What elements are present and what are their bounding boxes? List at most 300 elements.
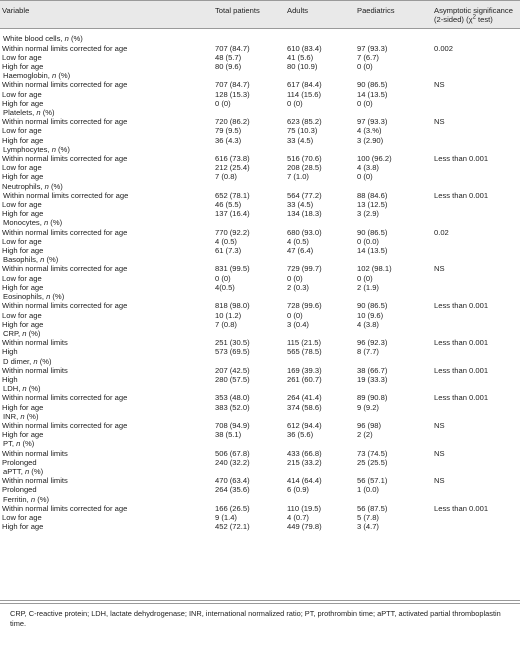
adults-cell: 134 (18.3) [287,209,322,219]
total-cell [213,292,285,301]
variable-cell: Low for age [2,236,42,246]
total-cell: 708 (94.9) [215,420,250,430]
table-row [0,126,520,135]
significance-cell [432,218,520,227]
significance-cell [432,513,520,522]
variable-cell: Within normal limits corrected for age [3,190,129,200]
variable-cell: Within normal limits corrected for age [2,264,128,274]
significance-cell [432,90,520,99]
variable-cell: D dimer, n (%) [3,356,52,366]
significance-cell [432,522,520,531]
table-row [0,320,520,329]
paediatrics-cell: 90 (86.5) [357,227,388,237]
table-row [0,228,520,237]
adults-cell [285,218,355,227]
adults-cell [285,467,355,476]
total-cell: 4 (0.5) [215,236,237,246]
paediatrics-cell: 0 (0) [357,172,373,182]
adults-cell [285,108,355,117]
paediatrics-cell [355,108,432,117]
total-cell: 818 (98.0) [215,301,250,311]
table-row [0,117,520,126]
total-cell [213,145,285,154]
header-variable: Variable [0,1,213,29]
significance-cell [432,458,520,467]
variable-cell: Within normal limits [2,365,68,375]
paediatrics-cell: 89 (90.8) [357,393,388,403]
adults-cell: 33 (4.5) [287,200,314,210]
total-cell: 4(0.5) [215,282,235,292]
paediatrics-cell [355,357,432,366]
table-row [0,421,520,430]
paediatrics-cell [355,71,432,80]
section-row [0,145,520,154]
significance-cell [432,163,520,172]
table-row [0,209,520,218]
total-cell: 9 (1.4) [215,512,237,522]
significance-cell [432,403,520,412]
table-row [0,504,520,513]
adults-cell: 80 (10.9) [287,62,318,72]
significance-cell [432,292,520,301]
table-row [0,182,520,191]
significance-cell [432,320,520,329]
significance-cell [432,384,520,393]
adults-cell: 0 (0) [287,273,303,283]
table-row [0,90,520,99]
significance-cell [432,145,520,154]
total-cell: 251 (30.5) [215,338,250,348]
paediatrics-cell: 88 (84.6) [357,190,388,200]
adults-cell: 680 (93.0) [287,227,322,237]
significance-cell [432,329,520,338]
total-cell [213,439,285,448]
total-cell: 212 (25.4) [215,163,250,173]
variable-cell: Low for age [2,126,42,136]
table-row [0,274,520,283]
table-row [0,172,520,181]
significance-cell [432,136,520,145]
variable-cell: High [2,374,18,384]
significance-cell [432,255,520,264]
variable-cell: High for age [2,319,44,329]
paediatrics-cell: 7 (6.7) [357,52,379,62]
paediatrics-cell: 8 (7.7) [357,347,379,357]
header-paediatrics: Paediatrics [355,1,432,29]
significance-cell [432,62,520,71]
adults-cell: 41 (5.6) [287,52,314,62]
adults-cell: 728 (99.6) [287,301,322,311]
table-row [0,62,520,71]
significance-cell: Less than 0.001 [434,365,489,375]
variable-cell: Prolonged [2,485,37,495]
significance-cell [432,34,520,43]
paediatrics-cell: 0 (0) [357,62,373,72]
table-row [0,53,520,62]
paediatrics-cell: 4 (3.8) [357,163,379,173]
variable-cell: aPTT, n (%) [3,466,44,476]
header-total: Total patients [213,1,285,29]
section-row [0,357,520,366]
variable-cell: Within normal limits [2,448,68,458]
adults-cell [285,384,355,393]
paediatrics-cell: 56 (87.5) [357,503,388,513]
variable-cell: Within normal limits [2,476,68,486]
adults-cell: 565 (78.5) [287,347,322,357]
significance-cell [432,274,520,283]
adults-cell: 75 (10.3) [287,126,318,136]
total-cell: 10 (1.2) [215,310,242,320]
significance-cell [432,53,520,62]
header-row [0,1,520,29]
adults-cell [285,292,355,301]
variable-cell: High for age [2,402,44,412]
variable-cell: Within normal limits [2,338,68,348]
total-cell: 573 (69.5) [215,347,250,357]
significance-cell [432,485,520,494]
significance-cell [432,108,520,117]
variable-cell: Within normal limits corrected for age [2,117,128,127]
total-cell: 79 (9.5) [215,126,242,136]
variable-cell: Low for age [2,310,42,320]
adults-cell: 729 (99.7) [287,264,322,274]
significance-cell: Less than 0.001 [434,301,489,311]
paediatrics-cell [355,495,432,504]
variable-cell: High for age [2,430,44,440]
adults-cell [285,71,355,80]
adults-cell [285,439,355,448]
total-cell: 264 (35.6) [215,485,250,495]
section-row [0,108,520,117]
paediatrics-cell: 73 (74.5) [357,448,388,458]
total-cell: 36 (4.3) [215,135,242,145]
section-row [0,191,520,200]
variable-cell: Low for age [2,163,42,173]
significance-cell [432,439,520,448]
significance-cell [432,126,520,135]
table-row [0,513,520,522]
adults-cell: 3 (0.4) [287,319,309,329]
significance-cell: NS [434,476,445,486]
significance-cell [432,311,520,320]
table-row [0,200,520,209]
total-cell: 707 (84.7) [215,43,250,53]
total-cell: 0 (0) [215,273,231,283]
paediatrics-cell: 96 (92.3) [357,338,388,348]
variable-cell: Low for age [2,200,42,210]
adults-cell: 612 (94.4) [287,420,322,430]
adults-cell: 414 (64.4) [287,476,322,486]
total-cell: 207 (42.5) [215,365,250,375]
table-bottom-rule [0,600,520,601]
significance-cell: 0.02 [434,227,449,237]
total-cell: 770 (92.2) [215,227,250,237]
significance-cell: 0.002 [434,43,454,53]
paediatrics-cell [355,34,432,43]
variable-cell: High for age [2,282,44,292]
paediatrics-cell: 3 (4.7) [357,522,379,532]
total-cell: 137 (16.4) [215,209,250,219]
paediatrics-cell: 3 (2.90) [357,135,384,145]
adults-cell [285,34,355,43]
adults-cell: 623 (85.2) [287,117,322,127]
total-cell: 452 (72.1) [215,522,250,532]
section-row [0,218,520,227]
significance-cell [432,172,520,181]
header-significance-line2-post: test) [475,15,493,25]
total-cell: 616 (73.8) [215,154,250,164]
paediatrics-cell: 13 (12.5) [357,200,388,210]
paediatrics-cell: 102 (98.1) [357,264,392,274]
section-row [0,495,520,504]
total-cell: 720 (86.2) [215,117,250,127]
paediatrics-cell: 14 (13.5) [357,246,388,256]
section-row [0,412,520,421]
paediatrics-cell: 0 (0) [357,98,373,108]
paediatrics-cell: 19 (33.3) [357,374,388,384]
total-cell: 240 (32.2) [215,457,250,467]
variable-cell: Platelets, n (%) [3,108,55,118]
variable-cell: Low for age [2,512,42,522]
table-row [0,80,520,89]
variable-cell: High for age [2,98,44,108]
significance-cell [432,237,520,246]
adults-cell: 564 (77.2) [287,190,322,200]
total-cell: 48 (5.7) [215,52,242,62]
adults-cell: 6 (0.9) [287,485,309,495]
significance-cell [432,200,520,209]
variable-cell: Within normal limits corrected for age [2,301,128,311]
significance-cell: Less than 0.001 [434,393,489,403]
total-cell: 7 (0.8) [215,172,237,182]
section-row [0,329,520,338]
table-row [0,522,520,531]
variable-cell: Ferritin, n (%) [3,494,50,504]
variable-cell: Within normal limits corrected for age [2,420,128,430]
total-cell: 831 (99.5) [215,264,250,274]
total-cell: 506 (67.8) [215,448,250,458]
table-row [0,99,520,108]
table-row [0,163,520,172]
adults-cell: 33 (4.5) [287,135,314,145]
paediatrics-cell: 5 (7.8) [357,512,379,522]
variable-cell: Within normal limits corrected for age [2,227,128,237]
table-row [0,430,520,439]
paediatrics-cell: 2 (2) [357,430,373,440]
adults-cell: 169 (39.3) [287,365,322,375]
paediatrics-cell [355,218,432,227]
paediatrics-cell [355,292,432,301]
adults-cell: 0 (0) [287,310,303,320]
significance-cell [432,182,520,191]
adults-cell: 36 (5.6) [287,430,314,440]
total-cell [213,34,285,43]
total-cell: 0 (0) [215,98,231,108]
total-cell [213,255,285,264]
table-row [0,136,520,145]
paediatrics-cell: 90 (86.5) [357,301,388,311]
paediatrics-cell: 56 (57.1) [357,476,388,486]
adults-cell: 110 (19.5) [287,503,322,513]
adults-cell [285,329,355,338]
paediatrics-cell: 9 (9.2) [357,402,379,412]
variable-cell: Within normal limits corrected for age [2,154,128,164]
significance-cell [432,209,520,218]
total-cell: 707 (84.7) [215,80,250,90]
adults-cell: 0 (0) [287,98,303,108]
table-row [0,476,520,485]
adults-cell: 374 (58.6) [287,402,322,412]
significance-cell [432,495,520,504]
variable-cell: Haemoglobin, n (%) [3,71,71,81]
table-row [0,338,520,347]
adults-cell [285,495,355,504]
variable-cell: LDH, n (%) [3,384,41,394]
significance-cell [432,246,520,255]
paediatrics-cell [355,467,432,476]
significance-cell [432,430,520,439]
table-row [0,458,520,467]
significance-cell [432,412,520,421]
variable-cell: Low for age [2,52,42,62]
adults-cell: 215 (33.2) [287,457,322,467]
paediatrics-cell: 96 (98) [357,420,382,430]
variable-cell: Lymphocytes, n (%) [3,144,70,154]
adults-cell [285,145,355,154]
paediatrics-cell: 0 (0.0) [357,236,379,246]
table-row [0,393,520,402]
significance-cell [432,283,520,292]
variable-cell: High [2,347,18,357]
variable-cell: Low for age [2,273,42,283]
section-row [0,255,520,264]
total-cell: 7 (0.8) [215,319,237,329]
significance-cell: Less than 0.001 [434,190,489,200]
table-header [0,1,520,29]
paediatrics-cell: 0 (0) [357,273,373,283]
variable-cell: Within normal limits corrected for age [2,80,128,90]
adults-cell: 617 (84.4) [287,80,322,90]
section-row [0,467,520,476]
adults-cell: 208 (28.5) [287,163,322,173]
variable-cell: High for age [2,522,44,532]
adults-cell: 114 (15.6) [287,89,322,99]
total-cell [213,71,285,80]
variable-cell: Within normal limits corrected for age [2,503,128,513]
table-row [0,237,520,246]
table-row [0,283,520,292]
adults-cell: 516 (70.6) [287,154,322,164]
adults-cell: 47 (6.4) [287,246,314,256]
section-row [0,384,520,393]
total-cell [213,412,285,421]
significance-cell [432,347,520,356]
table-row [0,44,520,53]
paediatrics-cell [355,182,432,191]
paediatrics-cell: 14 (13.5) [357,89,388,99]
variable-cell: High for age [2,62,44,72]
adults-cell: 449 (79.8) [287,522,322,532]
paediatrics-cell: 97 (93.3) [357,43,388,53]
variable-cell: Within normal limits corrected for age [2,43,128,53]
significance-cell: Less than 0.001 [434,154,489,164]
section-row [0,34,520,43]
header-significance-line1: Asymptotic significance [434,6,513,15]
variable-cell: Prolonged [2,457,37,467]
significance-cell [432,467,520,476]
paediatrics-cell [355,145,432,154]
adults-cell [285,182,355,191]
table-row [0,301,520,310]
header-significance-line2-pre: (2-sided) (χ [434,15,473,25]
paediatrics-cell: 4 (3.%) [357,126,382,136]
total-cell [213,467,285,476]
significance-cell [432,357,520,366]
table-row [0,485,520,494]
adults-cell: 433 (66.8) [287,448,322,458]
variable-cell: CRP, n (%) [3,328,41,338]
table-row [0,347,520,356]
adults-cell: 4 (0.7) [287,512,309,522]
variable-cell: High for age [2,209,44,219]
paediatrics-cell: 25 (25.5) [357,457,388,467]
significance-cell: NS [434,80,445,90]
paediatrics-cell: 90 (86.5) [357,80,388,90]
significance-cell: NS [434,117,445,127]
total-cell: 652 (78.1) [215,190,250,200]
significance-cell: Less than 0.001 [434,503,489,513]
total-cell [213,218,285,227]
total-cell: 38 (5.1) [215,430,242,440]
adults-cell: 115 (21.5) [287,338,322,348]
paediatrics-cell [355,384,432,393]
paediatrics-cell: 2 (1.9) [357,282,379,292]
table-row [0,246,520,255]
variable-cell: High for age [2,135,44,145]
significance-cell: NS [434,420,445,430]
total-cell [213,495,285,504]
variable-cell: Within normal limits corrected for age [2,393,128,403]
variable-cell: Neutrophils, n (%) [2,181,63,191]
variable-cell: Monocytes, n (%) [3,218,63,228]
header-adults: Adults [285,1,355,29]
table-row [0,311,520,320]
table-row [0,154,520,163]
variable-cell: Eosinophils, n (%) [3,292,65,302]
section-row [0,71,520,80]
paediatrics-cell: 100 (96.2) [357,154,392,164]
significance-cell [432,375,520,384]
significance-cell: Less than 0.001 [434,338,489,348]
total-cell [213,182,285,191]
variable-cell: Low for age [2,89,42,99]
table-footnote: CRP, C-reactive protein; LDH, lactate dehydrogenase; INR, international normalized ratio; PT, prothrombin time; aPTT, activated partial thromboplastin time. [0,603,520,628]
paediatrics-cell [355,329,432,338]
variable-cell: PT, n (%) [3,439,35,449]
total-cell [213,384,285,393]
paediatrics-cell: 97 (93.3) [357,117,388,127]
variable-cell: High for age [2,246,44,256]
adults-cell: 264 (41.4) [287,393,322,403]
total-cell [213,108,285,117]
total-cell [213,357,285,366]
adults-cell: 2 (0.3) [287,282,309,292]
paediatrics-cell [355,439,432,448]
total-cell: 383 (52.0) [215,402,250,412]
table-row [0,366,520,375]
total-cell: 470 (63.4) [215,476,250,486]
total-cell: 46 (5.5) [215,200,242,210]
